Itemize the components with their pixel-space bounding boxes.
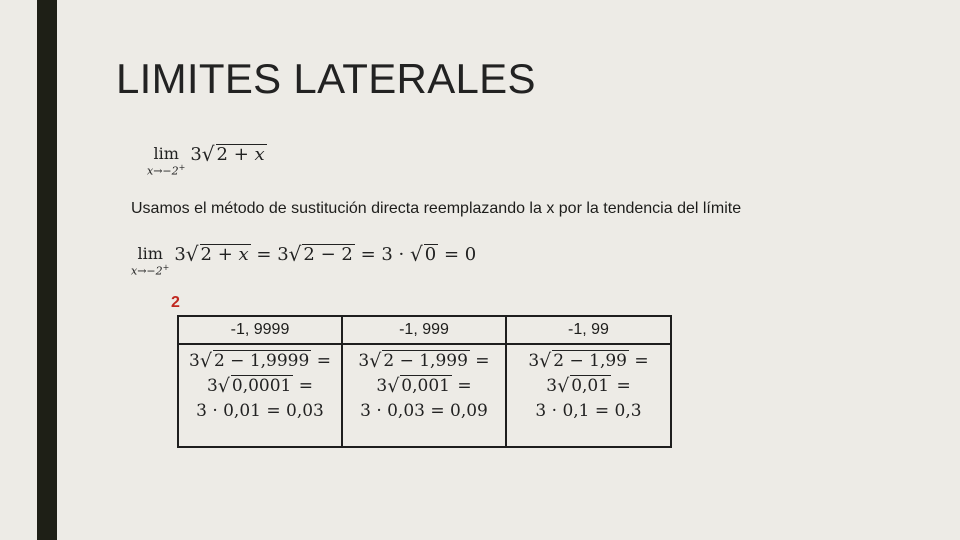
lim-word: lim: [153, 144, 179, 163]
radicand: [216, 144, 267, 165]
sqrt-symbol: √: [199, 350, 212, 372]
equals-sign: =: [611, 376, 631, 396]
work-line: [528, 349, 648, 374]
radicand: 2 − 1,99: [553, 351, 627, 371]
sqrt-symbol: √: [369, 350, 382, 372]
table-row: [178, 344, 671, 447]
equals-sign: =: [469, 351, 490, 371]
coefficient: 3: [376, 376, 388, 396]
equals-sign: =: [311, 351, 331, 371]
work-line: [189, 349, 331, 374]
lim-word: lim: [137, 244, 163, 263]
work-result-line: 3 · 0,1 = 0,3: [535, 401, 642, 421]
table-cell: [342, 344, 506, 447]
substitution-expression: [131, 242, 477, 278]
coefficient: 3: [189, 351, 200, 371]
sqrt-symbol: √: [185, 242, 199, 266]
equals-sign: =: [451, 376, 472, 396]
equals-step-1: = 3: [250, 244, 289, 265]
sqrt-symbol: √: [557, 375, 570, 397]
radicand-variable: x: [238, 244, 249, 265]
work-line: [376, 374, 471, 399]
radicand-variable: x: [254, 144, 265, 165]
approximation-table: [177, 315, 672, 448]
coefficient: 3: [174, 244, 186, 265]
work-line: [546, 374, 630, 399]
radicand: 0,01: [571, 376, 610, 396]
table-header-row: [178, 316, 671, 344]
radicand: [200, 244, 251, 265]
work-steps: [343, 345, 505, 424]
approach-marker: 2: [171, 294, 180, 311]
coefficient: 3: [546, 376, 558, 396]
radicand: 0,0001: [231, 376, 292, 396]
sqrt-symbol: √: [410, 242, 423, 266]
lim-subscript: [147, 162, 185, 177]
radicand-substituted: 2 − 2: [303, 244, 353, 265]
left-accent-bar: [37, 0, 57, 540]
description-text: Usamos el método de sustitución directa reemplazando la x por la tendencia del límite: [131, 200, 742, 217]
lim-approach: x→−2: [131, 264, 163, 278]
table-header-cell: -1, 99: [506, 316, 671, 344]
limit-function: [190, 144, 266, 165]
lim-approach: x→−2: [147, 164, 179, 178]
radicand: 2 − 1,999: [383, 351, 468, 371]
work-result-line: 3 · 0,03 = 0,09: [360, 401, 488, 421]
work-line: [358, 349, 489, 374]
lim-side: +: [178, 163, 186, 172]
radicand: 2 − 1,9999: [213, 351, 310, 371]
sqrt-symbol: √: [288, 242, 302, 266]
limit-operator: [147, 146, 185, 177]
table-cell: [506, 344, 671, 447]
table-header-cell: -1, 999: [342, 316, 506, 344]
sqrt-symbol: √: [387, 375, 400, 397]
radicand-constant: 2 +: [200, 244, 239, 265]
radicand: 0,001: [401, 376, 450, 396]
equals-sign: =: [629, 351, 649, 371]
lim-side: +: [162, 263, 170, 272]
sqrt-symbol: √: [217, 375, 230, 397]
limit-operator: [131, 246, 169, 277]
radicand-constant: 2 +: [216, 144, 255, 165]
work-line: [207, 374, 313, 399]
equals-step-2: = 3 ·: [354, 244, 411, 265]
coefficient: 3: [190, 144, 202, 165]
substitution-chain: [174, 244, 476, 265]
radicand-zero: 0: [424, 244, 437, 265]
sqrt-symbol: √: [201, 142, 215, 166]
work-steps: [507, 345, 670, 424]
table-header-cell: -1, 9999: [178, 316, 342, 344]
sqrt-symbol: √: [539, 350, 552, 372]
equals-result: = 0: [438, 244, 477, 265]
lim-subscript: [131, 262, 169, 277]
work-result-line: 3 · 0,01 = 0,03: [196, 401, 324, 421]
limit-expression: [147, 142, 267, 178]
equals-sign: =: [293, 376, 314, 396]
slide-title: LIMITES LATERALES: [116, 55, 536, 102]
work-steps: [179, 345, 341, 424]
coefficient: 3: [528, 351, 540, 371]
coefficient: 3: [358, 351, 370, 371]
table-cell: [178, 344, 342, 447]
coefficient: 3: [206, 376, 218, 396]
